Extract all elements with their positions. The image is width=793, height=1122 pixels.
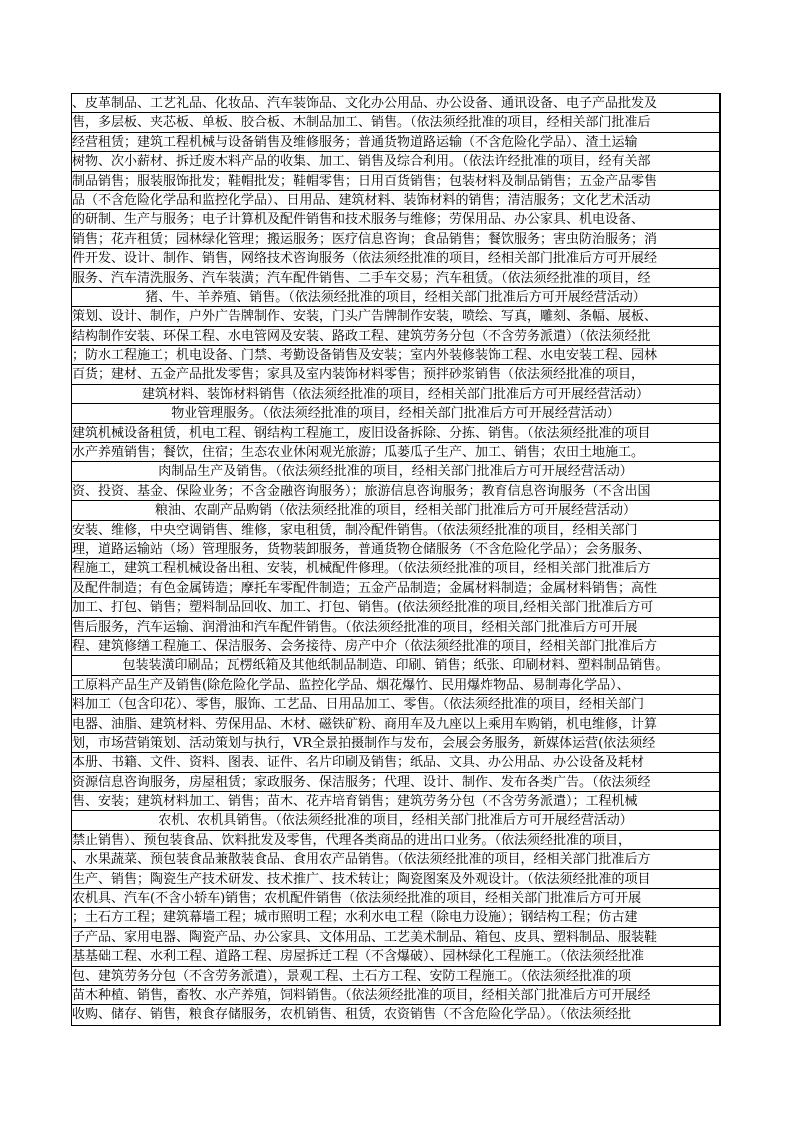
table-row: 禁止销售）、预包装食品、饮料批发及零售，代理各类商品的进出口业务。（依法须经批准的项目，: [72, 831, 719, 850]
table-row: 肉制品生产及销售。（依法须经批准的项目，经相关部门批准后方可开展经营活动）: [72, 462, 719, 481]
table-row: 销售；花卉租赁；园林绿化管理；搬运服务；医疗信息咨询；食品销售；餐饮服务；害虫防治服务；消: [72, 230, 719, 249]
table-row: 猪、牛、羊养殖、销售。（依法须经批准的项目，经相关部门批准后方可开展经营活动）: [72, 288, 719, 307]
table-row: 苗木种植、销售，畜牧、水产养殖，饲料销售。（依法须经批准的项目，经相关部门批准后方可开展经: [72, 986, 719, 1005]
table-row: 包装装潢印刷品；瓦楞纸箱及其他纸制品制造、印刷、销售；纸张、印刷材料、塑料制品销售。: [72, 656, 719, 675]
table-row: 划，市场营销策划、活动策划与执行，VR全景拍摄制作与发布，会展会务服务，新媒体运营(依法须经: [72, 734, 719, 753]
table-row: 制品销售；服装服饰批发；鞋帽批发；鞋帽零售；日用百货销售；包装材料及制品销售；五金产品零售: [72, 172, 719, 191]
table-row: 百货；建材、五金产品批发零售；家具及室内装饰材料零售；预拌砂浆销售（依法须经批准的项目，: [72, 365, 719, 384]
table-row: 建筑机械设备租赁，机电工程、钢结构工程施工，废旧设备拆除、分拣、销售。（依法须经批准的项目: [72, 424, 719, 443]
table-row: 本册、书籍、文件、资料、图表、证件、名片印刷及销售；纸品、文具、办公用品、办公设备及耗材: [72, 753, 719, 772]
spreadsheet-table: [71, 93, 721, 1026]
table-row: 生产、销售；陶瓷生产技术研发、技术推广、技术转让；陶瓷图案及外观设计。（依法须经批准的项目: [72, 870, 719, 889]
table-row: ；防水工程施工；机电设备、门禁、考勤设备销售及安装；室内外装修装饰工程、水电安装工程、园林: [72, 346, 719, 365]
table-row: 料加工（包含印花）、零售，服饰、工艺品、日用品加工、零售。（依法须经批准的项目，经相关部门: [72, 695, 719, 714]
table-row: 树物、次小薪材、拆迁废木料产品的收集、加工、销售及综合利用。（依法许经批准的项目，经有关部: [72, 152, 719, 171]
table-row: 农机、农机具销售。（依法须经批准的项目，经相关部门批准后方可开展经营活动）: [72, 811, 719, 830]
table-row: 安装、维修，中央空调销售、维修，家电租赁，制冷配件销售。（依法须经批准的项目，经相关部门: [72, 521, 719, 540]
table-row: 结构制作安装、环保工程、水电管网及安装、路政工程、建筑劳务分包（不含劳务派遣）（依法须经批: [72, 327, 719, 346]
table-row: 策划、设计、制作，户外广告牌制作、安装，门头广告牌制作安装，喷绘、写真，雕刻、条幅、展板、: [72, 307, 719, 326]
table-row: 包、建筑劳务分包（不含劳务派遣），景观工程、土石方工程、安防工程施工。（依法须经批准的项: [72, 967, 719, 986]
table-row: 水产养殖销售；餐饮，住宿；生态农业休闲观光旅游；瓜蒌瓜子生产、加工、销售；农田土地施工。: [72, 443, 719, 462]
table-row: 件开发、设计、制作、销售，网络技术咨询服务（依法须经批准的项目，经相关部门批准后方可开展经: [72, 249, 719, 268]
table-row: 基基础工程、水利工程、道路工程、房屋拆迁工程（不含爆破）、园林绿化工程施工。（依法须经批准: [72, 947, 719, 966]
table-row: 售，多层板、夹芯板、单板、胶合板、木制品加工、销售。（依法须经批准的项目，经相关部门批准后: [72, 113, 719, 132]
table-row: 资、投资、基金、保险业务；不含金融咨询服务）；旅游信息咨询服务；教育信息咨询服务（不含出国: [72, 482, 719, 501]
table-row: 粮油、农副产品购销（依法须经批准的项目，经相关部门批准后方可开展经营活动）: [72, 501, 719, 520]
table-row: 、皮革制品、工艺礼品、化妆品、汽车装饰品、文化办公用品、办公设备、通讯设备、电子产品批发及: [72, 94, 719, 113]
table-row: 程、建筑修缮工程施工、保洁服务、会务接待、房产中介（依法须经批准的项目，经相关部门批准后方: [72, 637, 719, 656]
table-row: 电器、油脂、建筑材料、劳保用品、木材、磁铁矿粉、商用车及九座以上乘用车购销，机电维修，计算: [72, 715, 719, 734]
table-row: 的研制、生产与服务；电子计算机及配件销售和技术服务与维修；劳保用品、办公家具、机电设备、: [72, 210, 719, 229]
table-row: 工原料产品生产及销售(除危险化学品、监控化学品、烟花爆竹、民用爆炸物品、易制毒化学品）、: [72, 676, 719, 695]
table-row: 程施工，建筑工程机械设备出租、安装，机械配件修理。（依法须经批准的项目，经相关部门批准后方: [72, 559, 719, 578]
table-row: 售后服务，汽车运输、润滑油和汽车配件销售。（依法须经批准的项目，经相关部门批准后方可开展: [72, 618, 719, 637]
table-row: 理，道路运输站（场）管理服务，货物装卸服务，普通货物仓储服务（不含危险化学品）；会务服务、: [72, 540, 719, 559]
table-row: 品（不含危险化学品和监控化学品）、日用品、建筑材料、装饰材料的销售；清洁服务；文化艺术活动: [72, 191, 719, 210]
table-row: 及配件制造；有色金属铸造；摩托车零配件制造；五金产品制造；金属材料制造；金属材料销售；高性: [72, 579, 719, 598]
table-row: 经营租赁；建筑工程机械与设备销售及维修服务；普通货物道路运输（不含危险化学品）、渣土运输: [72, 133, 719, 152]
table-row: 子产品、家用电器、陶瓷产品、办公家具、文体用品、工艺美术制品、箱包、皮具、塑料制品、服装鞋: [72, 928, 719, 947]
table-row: 售、安装；建筑材料加工、销售；苗木、花卉培育销售；建筑劳务分包（不含劳务派遣）；工程机械: [72, 792, 719, 811]
table-row: ；土石方工程；建筑幕墙工程；城市照明工程；水利水电工程（除电力设施）；钢结构工程；仿古建: [72, 908, 719, 927]
table-row: 收购、储存、销售，粮食存储服务，农机销售、租赁，农资销售（不含危险化学品）。（依法须经批: [72, 1007, 632, 1023]
table-row: 建筑材料、装饰材料销售（依法须经批准的项目，经相关部门批准后方可开展经营活动）: [72, 385, 719, 404]
table-row: 服务、汽车清洗服务、汽车装潢；汽车配件销售、二手车交易；汽车租赁。（依法须经批准的项目，经: [72, 269, 719, 288]
table-row: 加工、打包、销售；塑料制品回收、加工、打包、销售。(依法须经批准的项目,经相关部门批准后方可: [72, 598, 719, 617]
table-row: 物业管理服务。（依法须经批准的项目，经相关部门批准后方可开展经营活动）: [72, 404, 719, 423]
table-row: 农机具、汽车(不含小轿车)销售；农机配件销售（依法须经批准的项目，经相关部门批准后方可开展: [72, 889, 719, 908]
table-row: 资源信息咨询服务，房屋租赁；家政服务、保洁服务；代理、设计、制作、发布各类广告。（依法须经: [72, 773, 719, 792]
table-row: 、水果蔬菜、预包装食品兼散装食品、食用农产品销售。（依法须经批准的项目，经相关部门批准后方: [72, 850, 719, 869]
